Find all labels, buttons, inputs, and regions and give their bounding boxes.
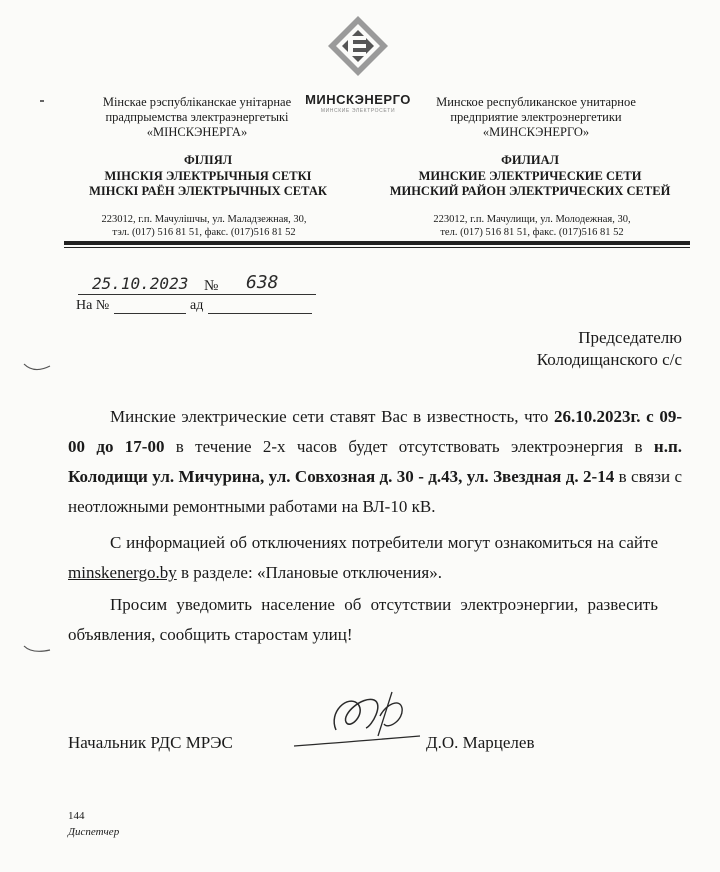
branch-line: МИНСКИЕ ЭЛЕКТРИЧЕСКИЕ СЕТИ [418, 168, 642, 183]
branch-name-russian [360, 153, 700, 200]
branch-line: МИНСКИЙ РАЙОН ЭЛЕКТРИЧЕСКИХ СЕТЕЙ [389, 184, 671, 198]
org-line: «МІНСКЭНЕРГА» [146, 125, 248, 139]
scan-artifact [22, 642, 52, 656]
brand-name: МИНСКЭНЕРГО [305, 92, 411, 107]
scan-artifact [22, 360, 52, 374]
signatory-name: Д.О. Марцелев [426, 733, 535, 752]
addressee-line: Колодищанского с/с [536, 350, 682, 369]
paragraph-outage [68, 402, 682, 522]
brand-subtitle: МИНСКИЕ ЭЛЕКТРОСЕТИ [320, 108, 396, 114]
org-name-russian [420, 95, 652, 140]
website-link[interactable]: minskenergo.by [68, 563, 177, 582]
letterhead-divider [64, 241, 690, 245]
handwritten-number: 638 [246, 272, 279, 293]
paragraph-request: Просим уведомить население об отсутствии электроэнергии, развесить объявления, сообщить старостам улиц! [68, 595, 658, 644]
org-line: прадпрыемства электраэнергетыкі [105, 110, 289, 124]
footer-dept: Диспетчер [68, 826, 120, 838]
address-russian [402, 213, 662, 239]
text: в связи с неотложными ремонтными работами на ВЛ-10 кВ. [68, 467, 682, 516]
address-line: 223012, г.п. Мачулішчы, ул. Маладзежная, 30, [101, 214, 307, 225]
minskenergo-logo-icon [326, 14, 390, 86]
branch-line: МІНСКІ РАЁН ЭЛЕКТРЫЧНЫХ СЕТАК [89, 184, 327, 198]
branch-line: ФІЛІЯЛ [183, 153, 233, 167]
org-name-belarusian [88, 95, 306, 140]
address-belarusian [78, 213, 330, 239]
scan-artifact [40, 100, 44, 102]
outage-datetime: 26.10.2023г. с 09-00 до 17-00 [68, 407, 683, 456]
from-label: ад [190, 298, 204, 313]
handwritten-signature [288, 686, 428, 756]
branch-line: МІНСКІЯ ЭЛЕКТРЫЧНЫЯ СЕТКІ [104, 168, 312, 183]
addressee-line: Председателю [578, 328, 682, 347]
from-line [208, 313, 312, 314]
signatory-role: Начальник РДС МРЭС [68, 733, 233, 752]
footer-number: 144 [68, 810, 85, 822]
text: Минские электрические сети ставят Вас в известность, что [110, 407, 554, 426]
org-line: предприятие электроэнергетики [450, 110, 622, 124]
address-line: тел. (017) 516 81 51, факс. (017)516 81 52 [440, 227, 624, 238]
handwritten-date: 25.10.2023 [92, 274, 189, 293]
address-line: 223012, г.п. Мачулищи, ул. Молодежная, 30, [433, 214, 631, 225]
org-line: «МИНСКЭНЕРГО» [482, 125, 590, 139]
branch-line: ФИЛИАЛ [501, 153, 559, 167]
number-label: № [204, 278, 219, 294]
branch-name-belarusian [48, 153, 368, 200]
incoming-number-line [114, 313, 186, 314]
org-line: Мінскае рэспубліканскае унітарнае [102, 95, 292, 109]
addressee [537, 327, 682, 371]
date-underline [78, 294, 316, 295]
text: С информацией об отключениях потребители могут ознакомиться на сайте [110, 533, 658, 552]
text: в течение 2-х часов будет отсутствовать электроэнергия в [164, 437, 654, 456]
paragraph-website [68, 528, 658, 588]
address-line: тэл. (017) 516 81 51, факс. (017)516 81 52 [112, 227, 296, 238]
outage-location: н.п. Колодищи ул. Мичурина, ул. Совхозная д. 30 - д.43, ул. Звездная д. 2-14 [68, 437, 682, 486]
incoming-number-label: На № [76, 298, 110, 313]
org-line: Минское республиканское унитарное [436, 95, 636, 109]
text: в разделе: «Плановые отключения». [176, 563, 442, 582]
letterhead-divider [64, 247, 690, 248]
